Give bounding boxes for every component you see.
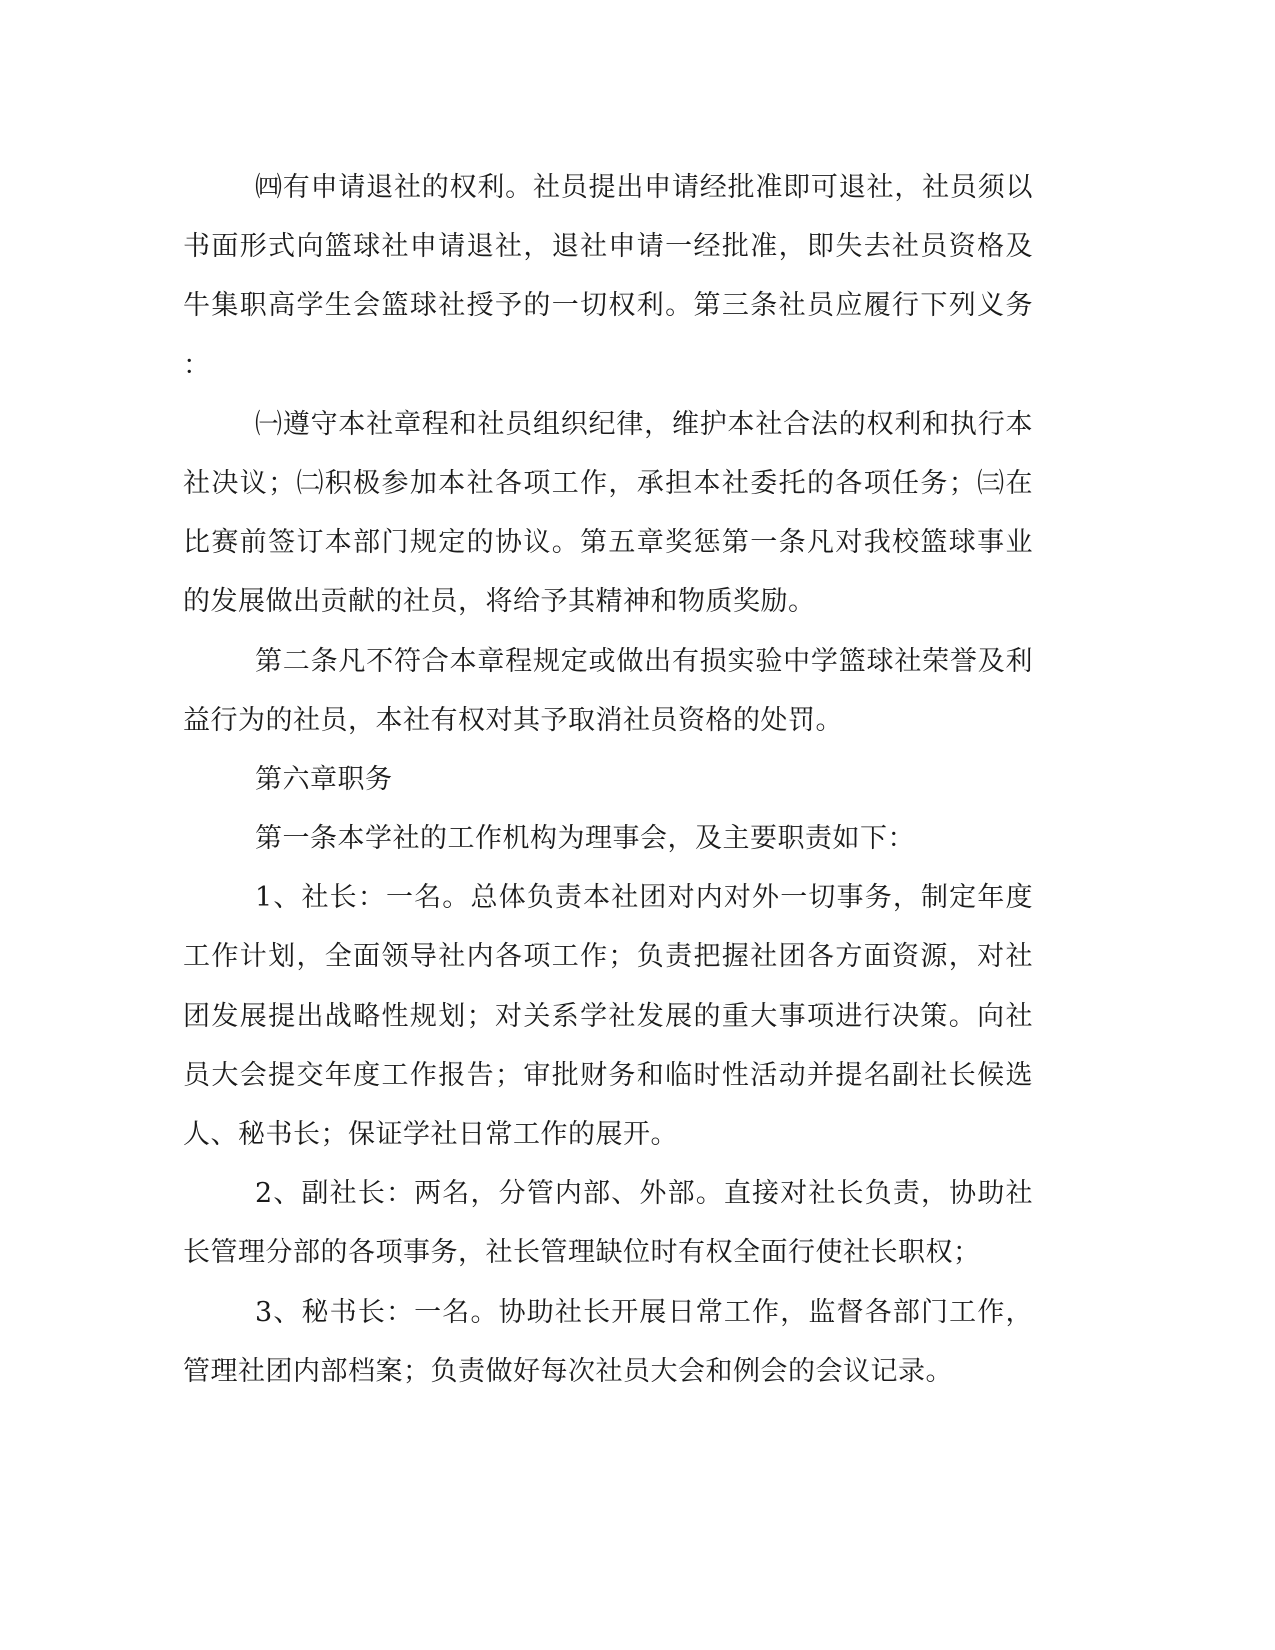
paragraph-line: 益行为的社员，本社有权对其予取消社员资格的处罚。 xyxy=(183,704,843,736)
paragraph-line: 员大会提交年度工作报告；审批财务和临时性活动并提名副社长候选 xyxy=(183,1059,1033,1091)
paragraph-line: 2、副社长：两名，分管内部、外部。直接对社长负责，协助社 xyxy=(255,1178,1033,1210)
paragraph-line: 长管理分部的各项事务，社长管理缺位时有权全面行使社长职权； xyxy=(183,1237,981,1269)
paragraph-line: ： xyxy=(183,349,211,381)
paragraph-line: 1、社长：一名。总体负责本社团对内对外一切事务，制定年度 xyxy=(255,882,1033,914)
paragraph-line: 牛集职高学生会篮球社授予的一切权利。第三条社员应履行下列义务 xyxy=(183,290,1033,322)
chapter-heading: 第六章职务 xyxy=(255,763,393,795)
paragraph-line: ㈠遵守本社章程和社员组织纪律，维护本社合法的权利和执行本 xyxy=(255,408,1033,440)
document-body xyxy=(183,158,1033,1401)
paragraph-line: 的发展做出贡献的社员，将给予其精神和物质奖励。 xyxy=(183,586,816,618)
paragraph-line: 工作计划，全面领导社内各项工作；负责把握社团各方面资源，对社 xyxy=(183,941,1033,973)
paragraph-line: 人、秘书长；保证学社日常工作的展开。 xyxy=(183,1119,678,1150)
paragraph-line: 社决议；㈡积极参加本社各项工作，承担本社委托的各项任务；㈢在 xyxy=(183,467,1033,499)
paragraph-line: 书面形式向篮球社申请退社，退社申请一经批准，即失去社员资格及 xyxy=(183,231,1033,263)
paragraph-line: 第一条本学社的工作机构为理事会，及主要职责如下： xyxy=(255,823,915,855)
paragraph-line: 比赛前签订本部门规定的协议。第五章奖惩第一条凡对我校篮球事业 xyxy=(183,527,1033,559)
paragraph-line: 3、秘书长：一名。协助社长开展日常工作，监督各部门工作， xyxy=(255,1296,1033,1328)
paragraph-line: 团发展提出战略性规划；对关系学社发展的重大事项进行决策。向社 xyxy=(183,1000,1033,1032)
paragraph-line: 管理社团内部档案；负责做好每次社员大会和例会的会议记录。 xyxy=(183,1355,953,1387)
paragraph-line: 第二条凡不符合本章程规定或做出有损实验中学篮球社荣誉及利 xyxy=(255,645,1033,677)
paragraph-line: ㈣有申请退社的权利。社员提出申请经批准即可退社，社员须以 xyxy=(255,172,1033,203)
